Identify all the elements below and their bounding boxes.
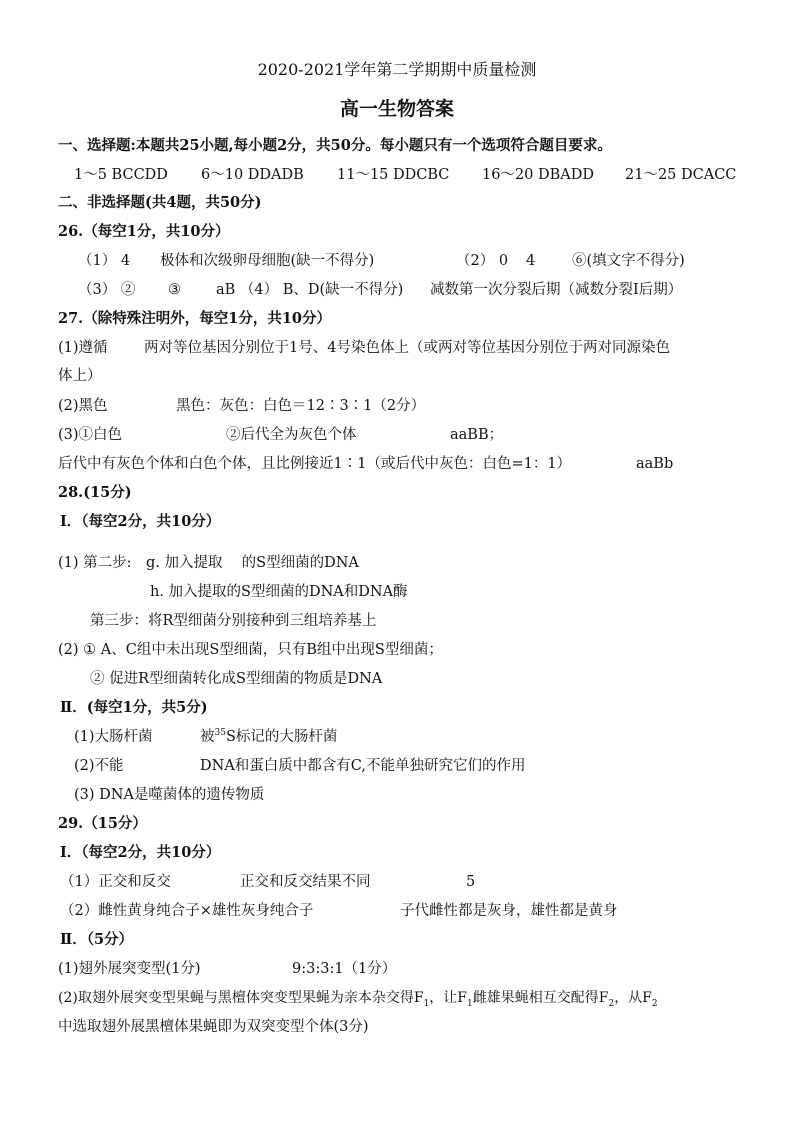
answer-blank: （1）正交和反交: [60, 874, 171, 890]
section-2-heading: 二、非选择题(共4题，共50分): [58, 194, 262, 211]
answer-blank: 黑色：灰色：白色＝12∶3∶1（2分）: [176, 398, 426, 414]
q28-part-1-heading: Ⅰ．（每空2分，共10分）: [60, 513, 221, 530]
answer-blank: aaBb: [636, 456, 674, 472]
answer-blank: aB （4） B、D(缺一不得分): [216, 282, 404, 298]
answer-blank: 9:3:3:1（1分）: [292, 961, 397, 977]
answer-blank: (1)翅外展突变型(1分): [58, 961, 201, 977]
answer-blank: (3)①白色: [58, 427, 123, 443]
q28-answer-2-2: ② 促进R型细菌转化成S型细菌的物质是DNA: [90, 671, 383, 687]
q27-line-4: [58, 454, 673, 474]
answer-blank: (2)不能: [74, 758, 124, 774]
q29-line-1: [60, 872, 475, 892]
answer-blank: ⑥(填文字不得分): [572, 253, 685, 269]
answer-blank: 5: [466, 874, 476, 890]
answer-blank: 正交和反交结果不同: [240, 874, 371, 890]
q28-answer-2-1: (2) ① A、C组中未出现S型细菌，只有B组中出现S型细菌；: [58, 642, 443, 658]
q28-heading: 28.(15分): [58, 484, 132, 501]
choice-answer: 1～5 BCCDD: [74, 167, 168, 183]
q29-part-2-line-2: (2)取翅外展突变型果蝇与黑檀体突变型果蝇为亲本杂交得$F_1$，让$F_1$雌雄果蝇相互交配得$F_2$，从$F_2$: [58, 990, 658, 1009]
choice-answer: 16～20 DBADD: [482, 167, 595, 183]
choice-answer: 11～15 DDCBC: [337, 167, 450, 183]
page-title: 2020-2021学年第二学期期中质量检测: [257, 60, 537, 79]
answer-blank: 子代雌性都是灰身，雄性都是黄身: [400, 903, 618, 919]
answer-blank: 极体和次级卵母细胞(缺一不得分): [160, 253, 375, 269]
answer-blank: 被$^{35}$S标记的大肠杆菌: [200, 728, 338, 745]
answer-blank: （2） 0: [456, 253, 509, 269]
answer-blank: （1） 4: [78, 253, 131, 269]
section-1-heading: 一、选择题:本题共25小题,每小题2分，共50分。每小题只有一个选项符合题目要求。: [58, 137, 612, 154]
q28-part-2-line-2: [74, 756, 525, 776]
answer-blank: 减数第一次分裂后期（减数分裂Ⅰ后期）: [430, 282, 683, 298]
q26-row-1: [78, 251, 685, 271]
q29-part-2-line-1: [58, 959, 396, 979]
q27-heading: 27.（除特殊注明外，每空1分，共10分）: [58, 310, 331, 327]
q29-part-2-line-3: 中选取翅外展黑檀体果蝇即为双突变型个体(3分): [58, 1019, 369, 1035]
q26-heading: 26.（每空1分，共10分）: [58, 223, 230, 240]
answer-blank: （3） ②: [78, 282, 136, 298]
q29-line-2: [60, 901, 618, 921]
page-subtitle: 高一生物答案: [339, 98, 454, 120]
q28-step-2-g: (1) 第二步: g. 加入提取 的S型细菌的DNA: [58, 555, 359, 571]
q28-step-3: 第三步：将R型细菌分别接种到三组培养基上: [90, 613, 377, 629]
q28-part-2-line-3: (3) DNA是噬菌体的遗传物质: [74, 787, 265, 803]
q28-part-2-heading: Ⅱ．(每空1分，共5分): [60, 699, 208, 716]
choice-answer: 6～10 DDADB: [201, 167, 304, 183]
choice-answers-row: [74, 165, 736, 185]
answer-blank: DNA和蛋白质中都含有C,不能单独研究它们的作用: [200, 758, 526, 774]
answer-blank: 后代中有灰色个体和白色个体，且比例接近1∶1（或后代中灰色：白色=1：1）: [58, 456, 572, 472]
q29-part-2-heading: Ⅱ．（5分）: [60, 931, 134, 948]
answer-blank: 4: [526, 253, 536, 269]
q28-step-2-h: h. 加入提取的S型细菌的DNA和DNA酶: [150, 584, 408, 600]
q29-heading: 29.（15分）: [58, 815, 147, 832]
q27-line-2: [58, 396, 425, 416]
answer-blank: (2)黑色: [58, 398, 108, 414]
q27-line-1-cont: 体上）: [58, 368, 102, 384]
q26-row-2: [78, 280, 682, 300]
answer-blank: (1)遵循: [58, 340, 108, 356]
answer-blank: ②后代全为灰色个体: [226, 427, 357, 443]
q28-part-2-line-1: [74, 727, 337, 747]
q29-part-1-heading: Ⅰ．（每空2分，共10分）: [60, 844, 221, 861]
answer-blank: aaBB；: [450, 427, 504, 443]
choice-answer: 21～25 DCACC: [625, 167, 737, 183]
q27-line-3: [58, 425, 503, 445]
answer-blank: (1)大肠杆菌: [74, 729, 153, 745]
q27-line-1: [58, 338, 670, 358]
answer-blank: 两对等位基因分别位于1号、4号染色体上（或两对等位基因分别位于两对同源染色: [144, 340, 670, 356]
answer-blank: （2）雌性黄身纯合子×雄性灰身纯合子: [60, 903, 314, 919]
answer-blank: ③: [168, 282, 181, 298]
